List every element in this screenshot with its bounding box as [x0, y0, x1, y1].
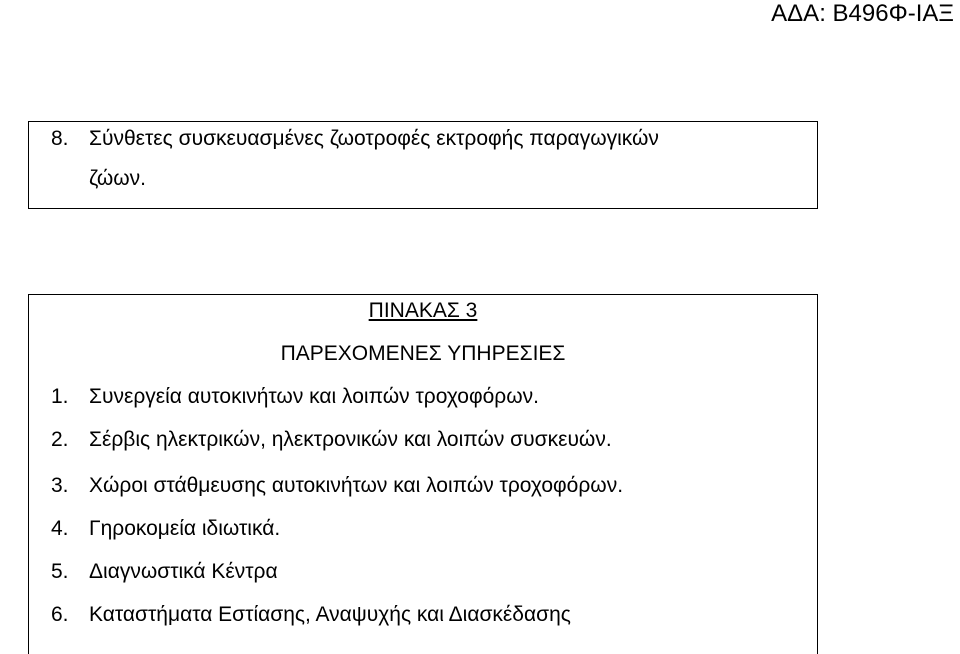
list-item	[51, 126, 659, 152]
list-item-text: Γηροκομεία ιδιωτικά.	[89, 517, 281, 540]
list-item-number: 1.	[51, 385, 69, 408]
list-item-number: 6.	[51, 603, 69, 626]
list-item-text: Χώροι στάθμευσης αυτοκινήτων και λοιπών τροχοφόρων.	[89, 474, 624, 497]
list-item-text: Καταστήματα Εστίασης, Αναψυχής και Διασκέδασης	[89, 603, 571, 626]
list-item-continuation: ζώων.	[89, 167, 146, 190]
list-item-number: 2.	[51, 428, 69, 451]
list-item-number: 5.	[51, 560, 69, 583]
list-item	[51, 602, 571, 628]
list-item	[51, 559, 278, 585]
table3-box	[28, 294, 818, 654]
list-item-text: Σέρβις ηλεκτρικών, ηλεκτρονικών και λοιπών συσκευών.	[89, 428, 612, 451]
list-item-text: Διαγνωστικά Κέντρα	[89, 560, 278, 583]
list-item-number: 3.	[51, 474, 69, 497]
list-item	[51, 473, 623, 499]
list-item	[51, 427, 612, 453]
list-item-text: Σύνθετες συσκευασμένες ζωοτροφές εκτροφής παραγωγικών	[89, 127, 659, 150]
list-item-text: Συνεργεία αυτοκινήτων και λοιπών τροχοφόρων.	[89, 385, 539, 408]
table-title: ΠΙΝΑΚΑΣ 3	[368, 299, 478, 322]
list-item	[51, 384, 539, 410]
table-subtitle: ΠΑΡΕΧΟΜΕΝΕΣ ΥΠΗΡΕΣΙΕΣ	[280, 342, 566, 365]
list-item-number: 8.	[51, 127, 69, 150]
list-item	[51, 516, 280, 542]
list-item-number: 4.	[51, 517, 69, 540]
previous-list-box	[28, 121, 818, 209]
ada-code: ΑΔΑ: Β496Φ-ΙΑΞ	[771, 0, 954, 27]
